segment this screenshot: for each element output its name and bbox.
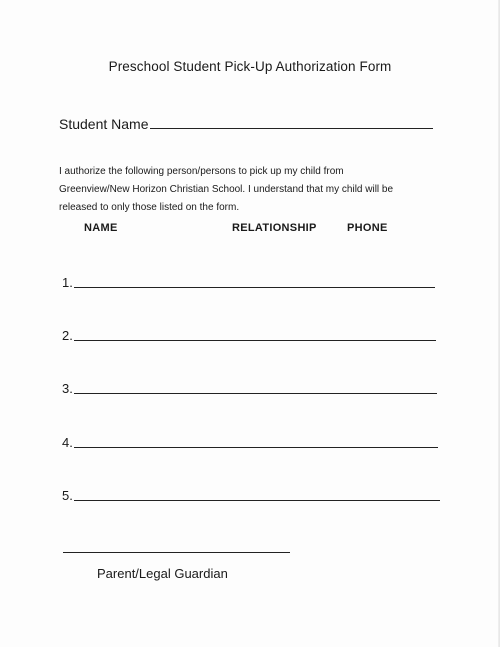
entry-number: 4. — [62, 435, 73, 450]
entry-number: 5. — [62, 488, 73, 503]
entry-field[interactable] — [74, 447, 438, 448]
authorization-line: I authorize the following person/persons to pick up my child from — [59, 166, 344, 177]
student-name-field[interactable] — [150, 126, 434, 129]
form-title: Preschool Student Pick-Up Authorization Form — [108, 59, 392, 74]
signature-label: Parent/Legal Guardian — [97, 566, 228, 581]
entry-number: 2. — [62, 328, 73, 343]
student-name-row — [59, 112, 433, 132]
entry-number: 1. — [62, 275, 73, 290]
entry-field[interactable] — [74, 340, 436, 341]
authorization-statement — [59, 163, 419, 217]
pickup-entry-1 — [62, 274, 435, 290]
column-header-name: NAME — [84, 222, 118, 234]
entry-number: 3. — [62, 381, 73, 396]
pickup-entry-4 — [62, 434, 438, 450]
signature-field[interactable] — [63, 552, 290, 553]
pickup-entry-3 — [62, 380, 437, 396]
entry-field[interactable] — [74, 287, 435, 288]
column-header-relationship: RELATIONSHIP — [232, 222, 317, 234]
pickup-entry-2 — [62, 327, 436, 343]
column-header-phone: PHONE — [347, 222, 388, 234]
authorization-line: Greenview/New Horizon Christian School. I understand that my child will be — [59, 184, 394, 195]
authorization-line: released to only those listed on the form. — [59, 202, 240, 213]
student-name-label: Student Name — [59, 116, 149, 132]
entry-field[interactable] — [74, 500, 440, 501]
entry-field[interactable] — [74, 393, 437, 394]
pickup-entry-5 — [62, 487, 440, 503]
